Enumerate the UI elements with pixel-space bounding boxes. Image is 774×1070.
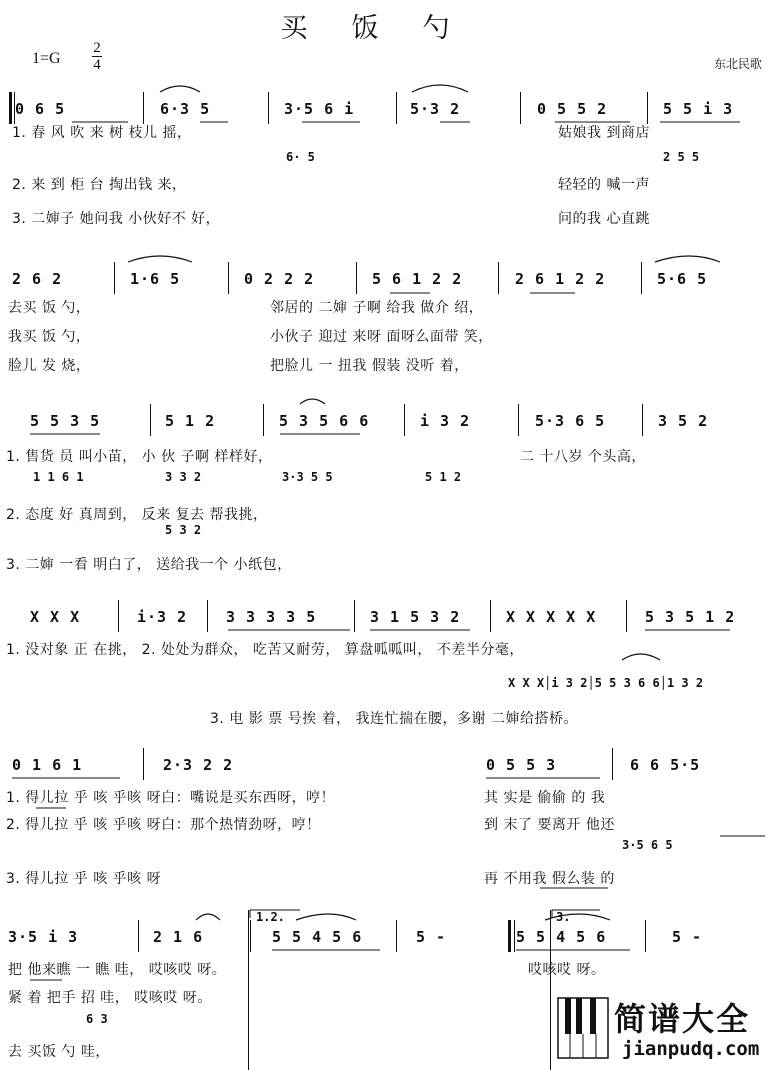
note-group: 5·6 5 bbox=[657, 270, 708, 288]
note-group: 0 5 5 3 bbox=[486, 756, 557, 774]
lyric-line: 再 不用我 假么装 的 bbox=[484, 871, 615, 887]
lyric-line: 去买 饭 勺， bbox=[8, 300, 91, 316]
alt-notes: 5 3 2 bbox=[165, 523, 202, 537]
note-group: 5 5 4 5 6 bbox=[516, 928, 607, 946]
lyric-line: 问的我 心直跳 bbox=[558, 211, 650, 227]
note-group: 5 6 1 2 2 bbox=[372, 270, 463, 288]
note-group: 3·5 6 i bbox=[284, 100, 355, 118]
lyric-line: 3. 电 影 票 号挨 着， 我连忙揣在腰，多谢 二婶给搭桥。 bbox=[210, 711, 579, 727]
alt-notes: 3·5 6 5 bbox=[622, 838, 673, 852]
lyric-line: 我买 饭 勺， bbox=[8, 329, 91, 345]
note-group: 2·3 2 2 bbox=[163, 756, 234, 774]
lyric-line: 1. 没对象 正 在挑， 2. 处处为群众， 吃苦又耐劳， 算盘呱呱叫， 不差半分毫， bbox=[6, 642, 524, 658]
note-group: 5 1 2 bbox=[165, 412, 216, 430]
note-group: 3 1 5 3 2 bbox=[370, 608, 461, 626]
note-group: 5 5 4 5 6 bbox=[272, 928, 363, 946]
note-group: 5·3 6 5 bbox=[535, 412, 606, 430]
alt-notes: 1 1 6 1 bbox=[33, 470, 84, 484]
note-group: X X X X X bbox=[506, 608, 597, 626]
alt-notes: 6· 5 bbox=[286, 150, 315, 164]
lyric-line: 2. 来 到 柜 台 掏出钱 来， bbox=[12, 177, 187, 193]
lyric-line: 1. 售货 员 叫小苗， 小 伙 子啊 样样好， bbox=[6, 449, 273, 465]
lyric-line: 其 实是 偷偷 的 我 bbox=[484, 790, 606, 806]
alt-notes: 2 5 5 bbox=[663, 150, 700, 164]
note-group: 3 3 3 3 5 bbox=[226, 608, 317, 626]
note-group: 0 2 2 2 bbox=[244, 270, 315, 288]
alt-notes: X X X│i 3 2│5 5 3 6 6│1 3 2 bbox=[508, 676, 704, 690]
lyric-line: 2. 得儿拉 乎 咳 乎咳 呀白：那个热情劲呀，哼！ bbox=[6, 817, 321, 833]
song-origin: 东北民歌 bbox=[713, 57, 762, 71]
lyric-line: 到 末了 要离开 他还 bbox=[484, 817, 615, 833]
lyric-line: 2. 态度 好 真周到， 反来 复去 帮我挑， bbox=[6, 507, 268, 523]
logo-text: 简谱大全 bbox=[614, 1000, 751, 1038]
song-title: 买饭勺 bbox=[280, 13, 494, 44]
note-group: 5 5 3 5 bbox=[30, 412, 101, 430]
jianpu-logo bbox=[556, 990, 774, 1066]
note-group: 5 - bbox=[416, 928, 447, 946]
lyric-line: 3. 得儿拉 乎 咳 乎咳 呀 bbox=[6, 871, 162, 887]
lyric-line: 1. 得儿拉 乎 咳 乎咳 呀白：嘴说是买东西呀，哼！ bbox=[6, 790, 336, 806]
note-group: 2 1 6 bbox=[153, 928, 204, 946]
note-group: 6·3 5 bbox=[160, 100, 211, 118]
alt-notes: 3 3 2 bbox=[165, 470, 202, 484]
lyric-line: 姑娘我 到商店 bbox=[558, 125, 650, 141]
note-group: 6 6 5·5 bbox=[630, 756, 701, 774]
alt-notes: 5 1 2 bbox=[425, 470, 462, 484]
lyric-line: 把 他来瞧 一 瞧 哇， 哎咳哎 呀。 bbox=[8, 962, 227, 978]
note-group: 2 6 1 2 2 bbox=[515, 270, 606, 288]
lyric-line: 二 十八岁 个头高， bbox=[520, 449, 646, 465]
lyric-line: 1. 春 风 吹 来 树 枝儿 摇， bbox=[12, 125, 192, 141]
note-group: 2 6 2 bbox=[12, 270, 63, 288]
alt-notes: 6 3 bbox=[86, 1012, 108, 1026]
lyric-line: 小伙子 迎过 来呀 面呀么面带 笑， bbox=[270, 329, 493, 345]
volta-first-ending: 1.2. bbox=[256, 910, 285, 924]
note-group: 3·5 i 3 bbox=[8, 928, 79, 946]
lyric-line: 去 买饭 勺 哇， bbox=[8, 1044, 110, 1060]
note-group: 5 3 5 1 2 bbox=[645, 608, 736, 626]
key-signature: 1=G bbox=[32, 50, 61, 67]
note-group: 3 5 2 bbox=[658, 412, 709, 430]
note-group: 1·6 5 bbox=[130, 270, 181, 288]
logo-url: jianpudq.com bbox=[622, 1038, 760, 1060]
note-group: 5·3 2 bbox=[410, 100, 461, 118]
note-group: 0 6 5 bbox=[15, 100, 66, 118]
lyric-line: 哎咳哎 呀。 bbox=[528, 962, 606, 978]
note-group: X X X bbox=[30, 608, 81, 626]
volta-third-ending: 3. bbox=[556, 910, 571, 924]
lyric-line: 3. 二婶 一看 明白了， 送给我一个 小纸包， bbox=[6, 557, 292, 573]
lyric-line: 脸儿 发 烧， bbox=[8, 358, 91, 374]
note-group: 5 3 5 6 6 bbox=[279, 412, 370, 430]
time-numerator: 2 bbox=[93, 40, 101, 56]
alt-notes: 3·3 5 5 bbox=[282, 470, 333, 484]
time-denominator: 4 bbox=[93, 57, 101, 73]
note-group: i 3 2 bbox=[420, 412, 471, 430]
note-group: 5 - bbox=[672, 928, 703, 946]
lyric-line: 邻居的 二婶 子啊 给我 做介 绍， bbox=[270, 300, 484, 316]
note-group: 5 5 i 3 bbox=[663, 100, 734, 118]
note-group: 0 5 5 2 bbox=[537, 100, 608, 118]
note-group: 0 1 6 1 bbox=[12, 756, 83, 774]
lyric-line: 轻轻的 喊一声 bbox=[558, 177, 650, 193]
note-group: i·3 2 bbox=[137, 608, 188, 626]
lyric-line: 3. 二婶子 她问我 小伙好不 好， bbox=[12, 211, 221, 227]
lyric-line: 把脸儿 一 扭我 假装 没听 着， bbox=[270, 358, 469, 374]
lyric-line: 紧 着 把手 招 哇， 哎咳哎 呀。 bbox=[8, 990, 212, 1006]
